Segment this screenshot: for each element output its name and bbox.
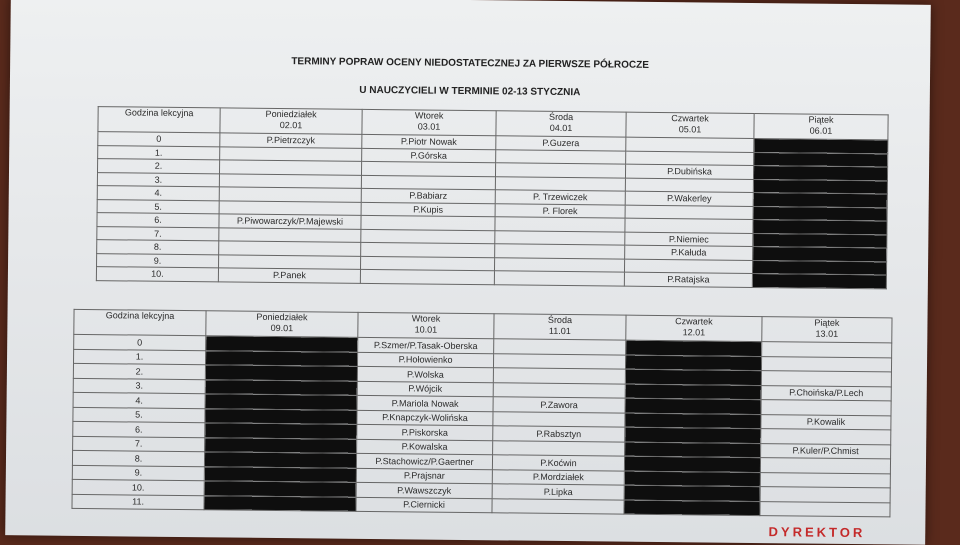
teacher-cell	[753, 233, 887, 248]
teacher-cell: P.Kałuda	[625, 245, 753, 260]
teacher-cell	[360, 269, 494, 284]
teacher-cell: P.Panek	[218, 268, 360, 283]
teacher-cell: P.Knapczyk-Wolińska	[357, 410, 493, 426]
teacher-cell	[625, 413, 761, 429]
director-stamp: DYREKTOR	[768, 524, 866, 541]
hour-cell: 11.	[72, 494, 204, 510]
header-day-label: Piątek	[814, 317, 840, 328]
teacher-cell: P.Zawora	[493, 397, 625, 413]
teacher-cell: P.Ciernicki	[356, 497, 492, 513]
teacher-cell: P.Stachowicz/P.Gaertner	[356, 453, 492, 469]
header-hour	[98, 107, 220, 133]
hour-cell: 0	[98, 132, 220, 147]
teacher-cell: P.Niemiec	[625, 232, 753, 247]
teacher-cell	[761, 356, 891, 372]
paper-sheet	[5, 0, 931, 545]
header-day-label: Piątek	[808, 114, 834, 125]
hour-cell: 5.	[73, 407, 205, 423]
teacher-cell	[760, 472, 890, 488]
document-subtitle: U NAUCZYCIELI W TERMINIE 02-13 STYCZNIA	[359, 84, 581, 99]
teacher-cell: P.Piotr Nowak	[362, 134, 496, 149]
teacher-cell	[625, 355, 761, 371]
teacher-cell	[624, 471, 760, 487]
header-date-label: 09.01	[270, 322, 294, 334]
teacher-cell	[753, 179, 887, 194]
teacher-cell	[761, 400, 891, 416]
header-date-label: 04.01	[549, 122, 573, 134]
header-day-label: Środa	[549, 111, 574, 123]
teacher-cell	[625, 205, 753, 220]
header-date-label: 02.01	[279, 120, 303, 131]
hour-cell: 1.	[74, 349, 206, 365]
teacher-cell	[495, 244, 625, 259]
teacher-cell	[495, 163, 625, 178]
teacher-cell	[753, 192, 887, 207]
teacher-cell	[205, 423, 357, 439]
teacher-cell: P.Wójcik	[357, 381, 493, 397]
teacher-cell: P.Piwowarczyk/P.Majewski	[219, 214, 361, 229]
teacher-cell: P.Górska	[362, 148, 496, 163]
teacher-cell	[204, 495, 356, 511]
teacher-cell	[762, 342, 892, 358]
hour-cell: 9.	[97, 253, 219, 268]
teacher-cell: P.Kowalska	[357, 439, 493, 455]
teacher-cell: P.Wawszczyk	[356, 482, 492, 498]
header-date-label: 03.01	[417, 121, 441, 132]
header-day-label: Wtorek	[411, 313, 441, 324]
header-day-4	[626, 112, 754, 138]
header-date-label: 13.01	[815, 328, 839, 339]
header-day-label: Poniedziałek	[256, 311, 308, 323]
teacher-cell: P.Guzera	[496, 136, 626, 151]
teacher-cell	[625, 427, 761, 443]
teacher-cell: P.Szmer/P.Tasak-Oberska	[358, 337, 494, 353]
teacher-cell: P. Florek	[495, 203, 625, 218]
teacher-cell: P.Hołowienko	[357, 352, 493, 368]
teacher-cell: P.Kupis	[361, 202, 495, 217]
teacher-cell	[495, 217, 625, 232]
teacher-cell	[493, 382, 625, 398]
teacher-cell	[760, 501, 890, 517]
teacher-cell	[626, 340, 762, 356]
header-day-5	[762, 317, 892, 343]
teacher-cell	[625, 218, 753, 233]
header-day-label: Poniedziałek	[265, 108, 317, 120]
teacher-cell	[761, 371, 891, 387]
document-title: TERMINY POPRAW OCENY NIEDOSTATECZNEJ ZA PIERWSZE PÓŁROCZE	[291, 56, 650, 71]
teacher-cell	[760, 487, 890, 503]
teacher-cell	[753, 165, 887, 180]
teacher-cell	[761, 429, 891, 445]
teacher-cell	[624, 456, 760, 472]
header-day-2	[362, 109, 496, 135]
hour-cell: 5.	[97, 199, 219, 214]
teacher-cell: P.Rabsztyn	[493, 426, 625, 442]
teacher-cell	[752, 260, 886, 275]
teacher-cell: P.Ratajska	[624, 272, 752, 287]
teacher-cell	[753, 246, 887, 261]
teacher-cell: P.Koćwin	[492, 455, 624, 471]
teacher-cell: P.Mariola Nowak	[357, 395, 493, 411]
teacher-cell	[626, 151, 754, 166]
teacher-cell	[361, 229, 495, 244]
teacher-cell: P.Piskorska	[357, 424, 493, 440]
teacher-cell	[206, 336, 358, 352]
hour-cell: 2.	[73, 363, 205, 379]
teacher-cell	[624, 500, 760, 516]
header-day-2	[358, 312, 494, 338]
teacher-cell	[205, 365, 357, 381]
header-day-label: Godzina lekcyjna	[105, 310, 175, 321]
header-day-label: Czwartek	[675, 316, 713, 327]
teacher-cell: P.Mordziałek	[492, 469, 624, 485]
teacher-cell	[205, 350, 357, 366]
header-day-label: Wtorek	[414, 110, 444, 121]
hour-cell: 6.	[73, 421, 205, 437]
teacher-cell	[205, 437, 357, 453]
teacher-cell	[624, 485, 760, 501]
teacher-cell	[753, 219, 887, 234]
header-day-label: Środa	[547, 314, 573, 326]
teacher-cell	[361, 215, 495, 230]
teacher-cell	[361, 256, 495, 271]
teacher-cell	[625, 369, 761, 385]
teacher-cell: P.Wakerley	[625, 191, 753, 206]
teacher-cell	[493, 411, 625, 427]
hour-cell: 8.	[72, 450, 204, 466]
hour-cell: 7.	[73, 436, 205, 452]
teacher-cell	[361, 242, 495, 257]
header-date-label: 06.01	[809, 125, 833, 136]
teacher-cell	[625, 384, 761, 400]
teacher-cell	[754, 138, 888, 153]
teacher-cell	[361, 175, 495, 190]
teacher-cell	[493, 368, 625, 384]
hour-cell: 10.	[96, 267, 218, 282]
teacher-cell	[625, 178, 753, 193]
hour-cell: 3.	[73, 378, 205, 394]
teacher-cell	[495, 176, 625, 191]
teacher-cell	[494, 257, 624, 272]
header-day-1	[220, 108, 362, 134]
teacher-cell	[625, 398, 761, 414]
teacher-cell	[205, 408, 357, 424]
header-day-1	[206, 311, 358, 338]
teacher-cell	[205, 394, 357, 410]
teacher-cell	[625, 442, 761, 458]
teacher-cell	[752, 273, 886, 288]
hour-cell: 4.	[73, 392, 205, 408]
teacher-cell: P.Pietrzczyk	[220, 133, 362, 148]
hour-cell: 1.	[98, 145, 220, 160]
hour-cell: 6.	[97, 213, 219, 228]
hour-cell: 9.	[72, 465, 204, 481]
teacher-cell	[493, 353, 625, 369]
teacher-cell: P.Dubińska	[625, 164, 753, 179]
teacher-cell	[494, 339, 626, 355]
hour-cell: 3.	[97, 172, 219, 187]
header-day-4	[626, 315, 762, 341]
header-date-label: 12.01	[682, 327, 706, 338]
header-date-label: 05.01	[678, 124, 702, 135]
teacher-cell: P.Prajsnar	[356, 468, 492, 484]
teacher-cell: P.Babiarz	[361, 188, 495, 203]
hour-cell: 4.	[97, 186, 219, 201]
header-day-label: Godzina lekcyjna	[124, 107, 194, 119]
teacher-cell	[760, 458, 890, 474]
teacher-cell	[204, 452, 356, 468]
teacher-cell	[205, 379, 357, 395]
header-hour	[74, 309, 206, 335]
teacher-cell	[492, 498, 624, 514]
header-date-label: 10.01	[414, 324, 438, 335]
teacher-cell	[496, 149, 626, 164]
hour-cell: 2.	[98, 159, 220, 174]
teacher-cell	[204, 466, 356, 482]
teacher-cell: P.Kuler/P.Chmist	[761, 443, 891, 459]
teacher-cell	[361, 161, 495, 176]
teacher-cell	[624, 259, 752, 274]
teacher-cell	[495, 230, 625, 245]
teacher-cell: P.Kowalik	[761, 414, 891, 430]
schedule-table-week1	[96, 106, 889, 289]
teacher-cell: P.Lipka	[492, 484, 624, 500]
header-day-3	[496, 111, 626, 137]
teacher-cell	[754, 152, 888, 167]
teacher-cell	[626, 137, 754, 152]
teacher-cell	[204, 481, 356, 497]
schedule-table-week2	[71, 309, 892, 518]
teacher-cell: P.Choińska/P.Lech	[761, 385, 891, 401]
teacher-cell: P.Wolska	[357, 366, 493, 382]
hour-cell: 0	[74, 334, 206, 350]
teacher-cell	[753, 206, 887, 221]
header-day-label: Czwartek	[671, 113, 709, 124]
hour-cell: 7.	[97, 226, 219, 241]
teacher-cell	[493, 440, 625, 456]
header-date-label: 11.01	[548, 325, 571, 337]
hour-cell: 10.	[72, 479, 204, 495]
teacher-cell	[494, 271, 624, 286]
hour-cell: 8.	[97, 240, 219, 255]
header-day-5	[754, 113, 888, 139]
header-day-3	[494, 314, 626, 340]
teacher-cell: P. Trzewiczek	[495, 190, 625, 205]
